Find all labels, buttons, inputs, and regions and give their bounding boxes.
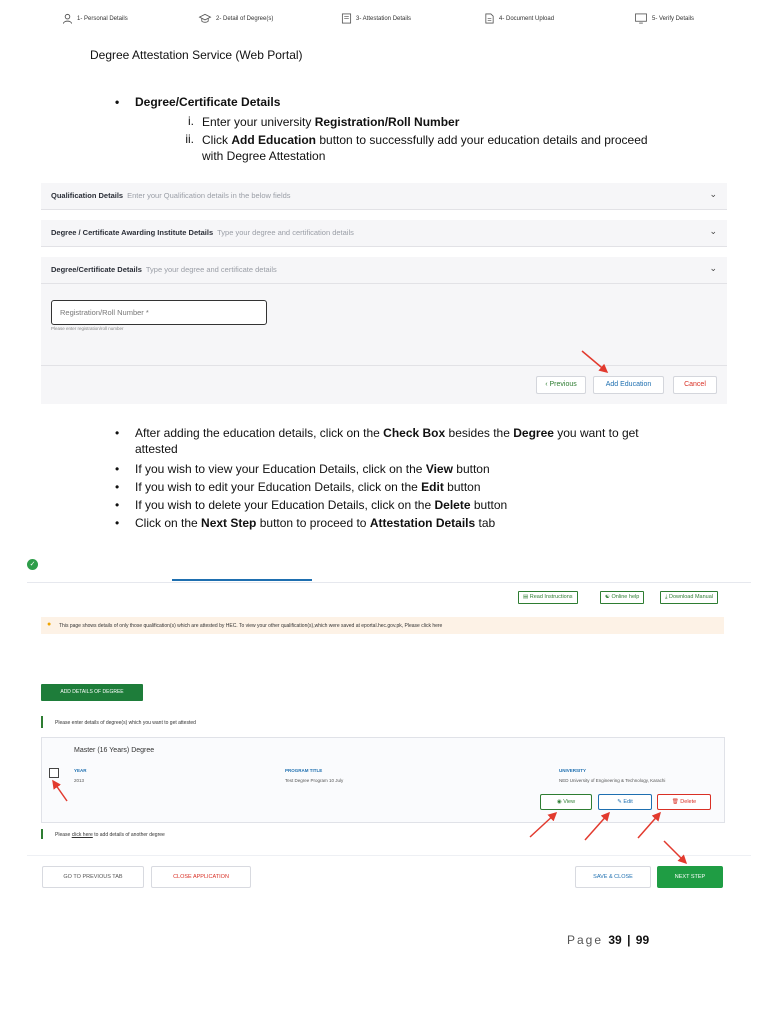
edit-icon: ✎: [617, 799, 624, 805]
bullet-text: After adding the education details, click on the: [135, 426, 384, 440]
tab-label: 5- Verify Details: [652, 16, 695, 23]
bullet-bold: Attestation Details: [369, 516, 476, 530]
tab-document-upload[interactable]: [484, 13, 554, 24]
bullet-dot: •: [115, 95, 120, 109]
online-help-button[interactable]: [600, 591, 644, 604]
university-label: UNIVERSITY: [559, 768, 587, 773]
section-heading: Qualification Details: [51, 191, 124, 200]
bullet-text: tab: [475, 516, 496, 530]
headset-icon: ☯: [605, 594, 612, 600]
view-button[interactable]: [540, 794, 592, 810]
previous-button[interactable]: ‹ Previous: [536, 376, 586, 394]
institute-details-section[interactable]: [41, 220, 727, 247]
tab-attestation-details[interactable]: [341, 13, 411, 24]
page-separator: |: [627, 933, 631, 947]
bullet-text: Click on the: [135, 516, 202, 530]
active-tab-indicator: [172, 579, 312, 581]
university-value: NED University of Engineering & Technology, Karachi: [559, 778, 666, 783]
bullet-bold: Next Step: [201, 516, 257, 530]
bullet-bold: Delete: [434, 498, 471, 512]
step-tabs: [27, 548, 751, 583]
trash-icon: 🗑: [671, 799, 681, 805]
download-icon: ⤓: [665, 594, 669, 600]
tab-verify-details[interactable]: [634, 13, 694, 24]
page-total: 99: [635, 933, 650, 947]
qualification-details-section[interactable]: [41, 183, 727, 210]
bullet-dot: •: [115, 498, 120, 512]
section-title: [115, 95, 281, 109]
click-here-link[interactable]: click here: [71, 832, 93, 838]
program-title-value: Test Degree Program 10 July: [285, 778, 344, 783]
chevron-down-icon[interactable]: ⌄: [709, 226, 717, 236]
instruction-text: Please enter details of degree(s) which you want to get attested: [55, 720, 196, 726]
page-number: 39: [608, 933, 622, 947]
bullet-edit: [115, 479, 675, 495]
step-number: i.: [188, 114, 194, 128]
bullet-dot: •: [115, 516, 120, 530]
bullet-next-step: [115, 515, 675, 531]
bullet-delete: [115, 497, 675, 513]
accent-bar: [41, 716, 43, 728]
section-subtitle: Enter your Qualification details in the below fields: [127, 191, 291, 200]
bullet-text: button to proceed to: [256, 516, 370, 530]
notice-banner: [41, 617, 724, 634]
bullet-dot: •: [115, 462, 120, 476]
section-title-text: Degree/Certificate Details: [135, 95, 281, 109]
accent-bar: [41, 829, 43, 839]
bullet-dot: •: [115, 480, 120, 494]
document-icon: [484, 13, 495, 24]
button-label: View: [563, 799, 576, 805]
program-title-label: PROGRAM TITLE: [285, 768, 323, 773]
section-heading: Degree / Certificate Awarding Institute Details: [51, 228, 214, 237]
step-number: ii.: [185, 132, 194, 146]
certificate-icon: [341, 13, 352, 24]
go-to-previous-tab-button[interactable]: GO TO PREVIOUS TAB: [42, 866, 144, 888]
cancel-button[interactable]: Cancel: [673, 376, 717, 394]
bullet-text: button: [470, 498, 508, 512]
step-bold: Registration/Roll Number: [314, 115, 460, 129]
bullet-bold: Edit: [421, 480, 444, 494]
person-icon: [62, 13, 73, 24]
add-education-button[interactable]: Add Education: [593, 376, 664, 394]
divider: [41, 365, 727, 366]
download-manual-button[interactable]: [660, 591, 718, 604]
next-step-button[interactable]: NEXT STEP: [657, 866, 723, 888]
text: Please: [55, 832, 72, 838]
step-text: button to successfully add your education details and proceed with Degree Attestation: [202, 133, 648, 163]
year-label: YEAR: [74, 768, 87, 773]
chevron-down-icon[interactable]: ⌄: [709, 189, 717, 199]
bullet-text: besides the: [445, 426, 514, 440]
check-circle-icon: ✓: [27, 559, 38, 570]
chevron-down-icon[interactable]: ⌄: [709, 263, 717, 273]
tab-label: 4- Document Upload: [499, 16, 555, 23]
step-bold: Add Education: [231, 133, 317, 147]
bullet-text: If you wish to delete your Education Details, click on the: [135, 498, 435, 512]
year-value: 2013: [74, 778, 85, 783]
notice-text: This page shows details of only those qualification(s) which are attested by HEC. To view your other qualification(s),which were saved at eportal.hec.gov.pk, Please click here: [59, 623, 443, 629]
bullet-text: button: [452, 462, 490, 476]
button-label: Online help: [611, 594, 640, 600]
registration-roll-number-input[interactable]: [51, 300, 267, 325]
tab-label: 1- Personal Details: [77, 16, 128, 23]
step-text: Click: [202, 133, 232, 147]
book-icon: ▤: [523, 594, 530, 600]
bullet-checkbox: [115, 425, 675, 457]
input-placeholder: Registration/Roll Number *: [60, 308, 149, 317]
section-subtitle: Type your degree and certification details: [217, 228, 354, 237]
eye-icon: ◉: [556, 799, 564, 805]
bullet-bold: Check Box: [383, 426, 446, 440]
divider: [27, 855, 751, 856]
page-footer: [567, 933, 649, 947]
section-subtitle: Type your degree and certificate details: [145, 265, 277, 274]
input-help-text: Please enter registration/roll number: [51, 326, 124, 331]
read-instructions-button[interactable]: [518, 591, 578, 604]
bullet-view: [115, 461, 675, 477]
bullet-bold: Degree: [513, 426, 554, 440]
text: to add details of another degree: [92, 832, 165, 838]
graduation-cap-icon: [198, 13, 212, 24]
tab-personal-details[interactable]: [62, 13, 128, 24]
button-label: Edit: [623, 799, 633, 805]
document-header: Degree Attestation Service (Web Portal): [90, 48, 303, 62]
bullet-text: If you wish to edit your Education Details, click on the: [135, 480, 422, 494]
edit-button[interactable]: [598, 794, 652, 810]
button-label: Delete: [680, 799, 697, 805]
tab-detail-of-degrees[interactable]: [198, 13, 273, 24]
tab-label: 2- Detail of Degree(s): [216, 16, 274, 23]
degree-checkbox[interactable]: [49, 768, 59, 778]
bullet-text: If you wish to view your Education Details, click on the: [135, 462, 426, 476]
bullet-bold: View: [425, 462, 453, 476]
another-degree-text: [55, 832, 165, 838]
delete-button[interactable]: [657, 794, 711, 810]
step-text: Enter your university: [202, 115, 315, 129]
close-application-button[interactable]: CLOSE APPLICATION: [151, 866, 251, 888]
save-and-close-button[interactable]: SAVE & CLOSE: [575, 866, 651, 888]
bullet-dot: •: [115, 426, 120, 440]
button-label: Read Instructions: [529, 594, 573, 600]
degree-details-section[interactable]: [41, 257, 727, 284]
section-heading: Degree/Certificate Details: [51, 265, 142, 274]
bulb-icon: ●: [47, 621, 52, 628]
bullet-text: you want to get attested: [135, 426, 639, 456]
tab-label: 3- Attestation Details: [356, 16, 412, 23]
page-label: Page: [567, 933, 604, 947]
bullet-text: button: [443, 480, 481, 494]
add-details-of-degree-button[interactable]: ADD DETAILS OF DEGREE: [41, 684, 143, 701]
degree-title: Master (16 Years) Degree: [74, 747, 155, 754]
monitor-icon: [634, 13, 648, 24]
button-label: Download Manual: [668, 594, 713, 600]
